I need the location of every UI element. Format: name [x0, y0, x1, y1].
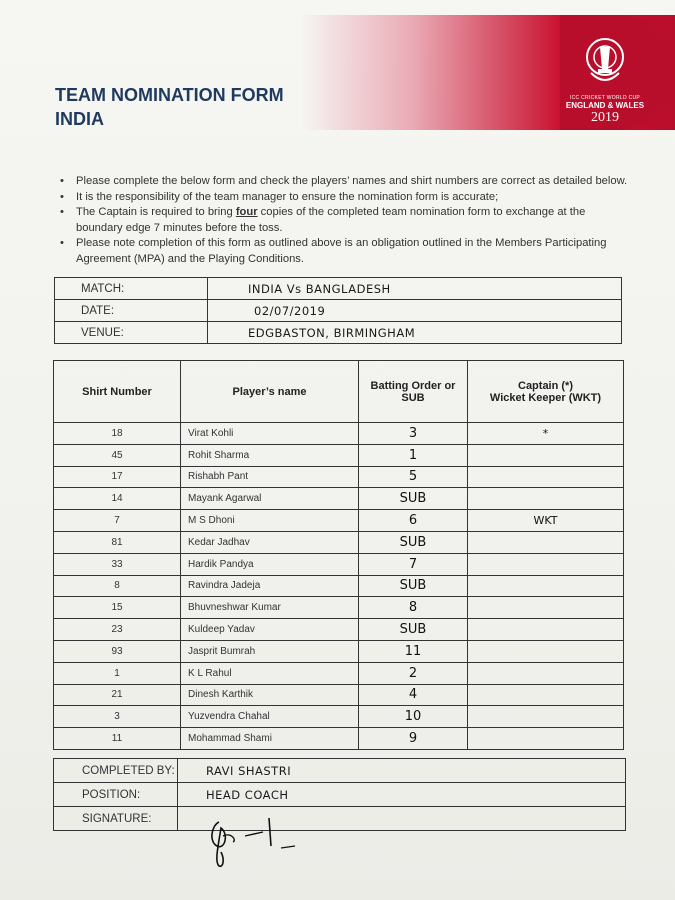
- shirt-number: 45: [54, 444, 181, 466]
- players-table-body: [54, 423, 624, 750]
- shirt-number: 33: [54, 553, 181, 575]
- match-label: MATCH:: [55, 278, 208, 300]
- match-value-cell: [208, 278, 622, 300]
- batting-order: 1: [359, 444, 468, 466]
- player-row: [54, 706, 624, 728]
- shirt-number: 17: [54, 466, 181, 488]
- match-value: INDIA Vs BANGLADESH: [248, 281, 391, 296]
- batting-order: SUB: [359, 488, 468, 510]
- captain-keeper-mark: WKT: [468, 510, 624, 532]
- player-row: [54, 684, 624, 706]
- player-name: Yuzvendra Chahal: [181, 706, 359, 728]
- captain-keeper-mark: *: [468, 423, 624, 445]
- completed-by-value: RAVI SHASTRI: [206, 763, 292, 778]
- player-name: M S Dhoni: [181, 510, 359, 532]
- batting-order: 10: [359, 706, 468, 728]
- logo-line-2: ENGLAND & WALES: [565, 101, 645, 110]
- shirt-number: 18: [54, 423, 181, 445]
- batting-order: 6: [359, 510, 468, 532]
- completed-by-label: COMPLETED BY:: [54, 759, 178, 783]
- instruction-2: • It is the responsibility of the team manager to ensure the nomination form is accurate;: [60, 190, 630, 206]
- form-title: TEAM NOMINATION FORM: [55, 85, 284, 105]
- instruction-3: [60, 205, 630, 236]
- date-label: DATE:: [55, 300, 208, 322]
- player-name: Kedar Jadhav: [181, 531, 359, 553]
- header-batting-line-2: SUB: [401, 391, 425, 404]
- player-row: [54, 662, 624, 684]
- player-name: Mayank Agarwal: [181, 488, 359, 510]
- player-name: Jasprit Bumrah: [181, 640, 359, 662]
- batting-order: 3: [359, 423, 468, 445]
- position-value: HEAD COACH: [206, 787, 289, 802]
- player-name: K L Rahul: [181, 662, 359, 684]
- form-title-block: [55, 83, 284, 131]
- date-value-cell: [208, 300, 622, 322]
- shirt-number: 8: [54, 575, 181, 597]
- player-row: [54, 488, 624, 510]
- header-player-name: Player’s name: [181, 361, 359, 423]
- captain-keeper-mark: [468, 553, 624, 575]
- batting-order: SUB: [359, 619, 468, 641]
- player-row: [54, 466, 624, 488]
- player-row: [54, 553, 624, 575]
- captain-keeper-mark: [468, 531, 624, 553]
- batting-order: 9: [359, 728, 468, 750]
- instruction-1: • Please complete the below form and check the players’ names and shirt numbers are correct as detailed below.: [60, 174, 630, 190]
- date-value: 02/07/2019: [254, 303, 326, 318]
- header-captain-keeper: [468, 361, 624, 423]
- player-row: [54, 640, 624, 662]
- player-row: [54, 531, 624, 553]
- shirt-number: 21: [54, 684, 181, 706]
- header-captain-line-1: Captain (*): [518, 379, 573, 392]
- date-row: [55, 300, 622, 322]
- player-name: Virat Kohli: [181, 423, 359, 445]
- instruction-3-start: The Captain is required to bring: [76, 206, 236, 219]
- player-name: Rishabh Pant: [181, 466, 359, 488]
- shirt-number: 93: [54, 640, 181, 662]
- batting-order: 8: [359, 597, 468, 619]
- match-row: [55, 278, 622, 300]
- instruction-3-emphasis: four: [235, 206, 258, 219]
- players-table-header: [54, 361, 624, 423]
- player-name: Kuldeep Yadav: [181, 619, 359, 641]
- captain-keeper-mark: [468, 662, 624, 684]
- batting-order: SUB: [359, 531, 468, 553]
- logo-year: 2019: [591, 110, 619, 125]
- captain-keeper-mark: [468, 466, 624, 488]
- batting-order: 7: [359, 553, 468, 575]
- captain-keeper-mark: [468, 444, 624, 466]
- position-cell: [178, 783, 626, 807]
- players-table: [53, 360, 624, 750]
- signature-row: [54, 807, 626, 831]
- venue-label: VENUE:: [55, 322, 208, 344]
- player-name: Mohammad Shami: [181, 728, 359, 750]
- venue-value-cell: [208, 322, 622, 344]
- player-row: [54, 728, 624, 750]
- batting-order: 11: [359, 640, 468, 662]
- player-row: [54, 597, 624, 619]
- captain-keeper-mark: [468, 575, 624, 597]
- instruction-3-end: copies of the completed team nomination form to exchange at the boundary edge 7 minutes before the toss.: [76, 206, 586, 234]
- player-name: Dinesh Karthik: [181, 684, 359, 706]
- player-name: Rohit Sharma: [181, 444, 359, 466]
- batting-order: 2: [359, 662, 468, 684]
- position-row: [54, 783, 626, 807]
- venue-row: [55, 322, 622, 344]
- completion-table: [53, 758, 626, 831]
- captain-keeper-mark: [468, 619, 624, 641]
- player-row: [54, 444, 624, 466]
- captain-keeper-mark: [468, 706, 624, 728]
- completed-by-cell: [178, 759, 626, 783]
- player-row: [54, 619, 624, 641]
- player-name: Ravindra Jadeja: [181, 575, 359, 597]
- header-shirt-number: Shirt Number: [54, 361, 181, 423]
- match-details-table: [54, 277, 622, 344]
- shirt-number: 11: [54, 728, 181, 750]
- shirt-number: 15: [54, 597, 181, 619]
- captain-keeper-mark: [468, 684, 624, 706]
- handwritten-signature: [205, 812, 305, 870]
- captain-keeper-mark: [468, 640, 624, 662]
- header-captain-line-2: Wicket Keeper (WKT): [489, 391, 602, 404]
- venue-value: EDGBASTON, BIRMINGHAM: [248, 325, 416, 340]
- world-cup-logo: [560, 35, 650, 135]
- instructions-list: [60, 174, 630, 268]
- captain-keeper-mark: [468, 728, 624, 750]
- batting-order: 4: [359, 684, 468, 706]
- shirt-number: 14: [54, 488, 181, 510]
- shirt-number: 3: [54, 706, 181, 728]
- shirt-number: 1: [54, 662, 181, 684]
- signature-label: SIGNATURE:: [54, 807, 178, 831]
- player-name: Hardik Pandya: [181, 553, 359, 575]
- position-label: POSITION:: [54, 783, 178, 807]
- shirt-number: 81: [54, 531, 181, 553]
- batting-order: 5: [359, 466, 468, 488]
- player-row: [54, 575, 624, 597]
- instruction-4: • Please note completion of this form as outlined above is an obligation outlined in the Members Participating Agreement (MPA) and the Playing Conditions.: [60, 236, 630, 267]
- trophy-icon: [583, 35, 627, 93]
- player-row: [54, 423, 624, 445]
- logo-line-1: ICC CRICKET WORLD CUP: [569, 95, 641, 101]
- header-batting-line-1: Batting Order or: [370, 379, 456, 392]
- player-name: Bhuvneshwar Kumar: [181, 597, 359, 619]
- shirt-number: 23: [54, 619, 181, 641]
- player-row: [54, 510, 624, 532]
- team-name: INDIA: [55, 109, 104, 129]
- completed-by-row: [54, 759, 626, 783]
- header-batting-order: [359, 361, 468, 423]
- captain-keeper-mark: [468, 488, 624, 510]
- batting-order: SUB: [359, 575, 468, 597]
- captain-keeper-mark: [468, 597, 624, 619]
- shirt-number: 7: [54, 510, 181, 532]
